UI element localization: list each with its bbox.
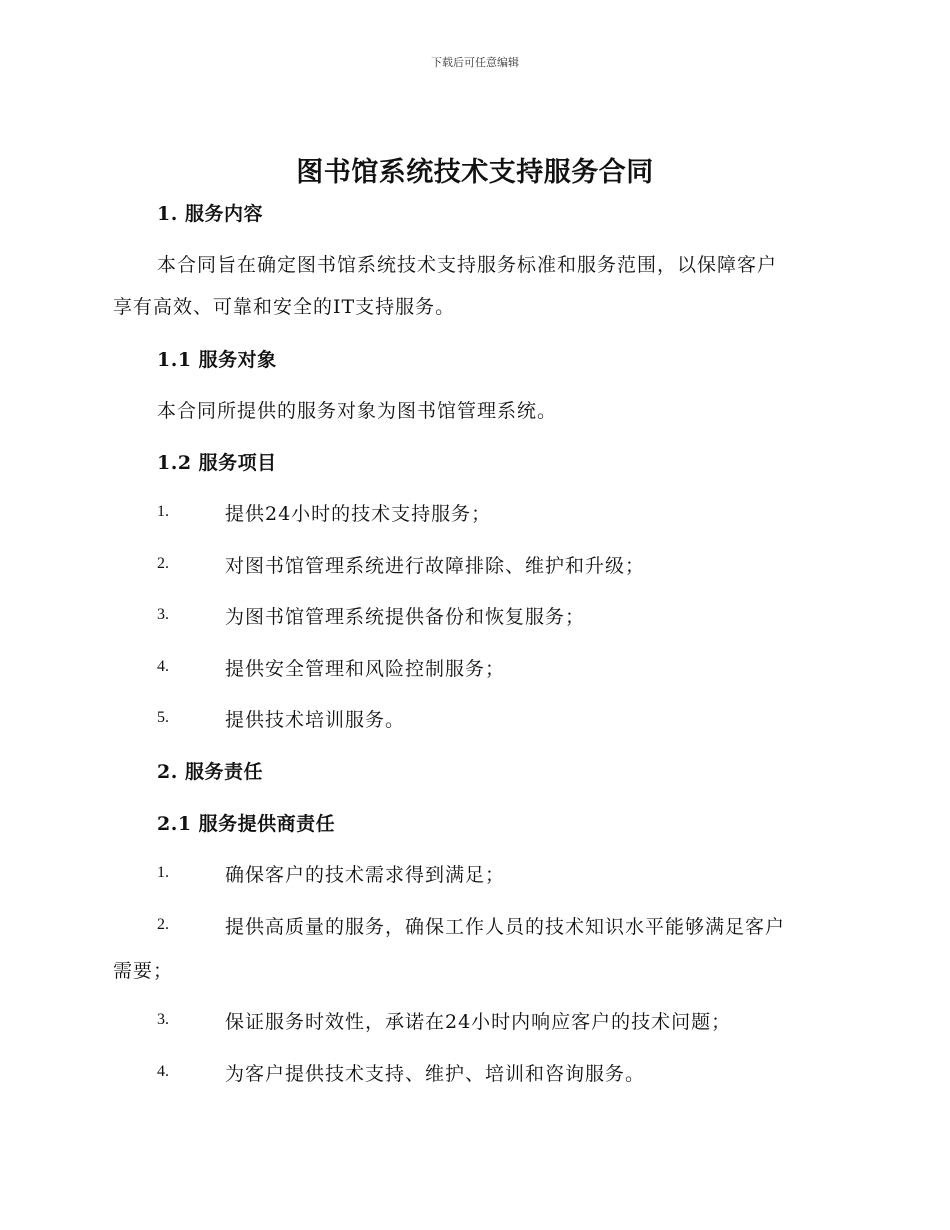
- list-item-number: 4.: [157, 1063, 169, 1080]
- list-item-number: 1.: [157, 864, 169, 881]
- list-item-text: 提供技术培训服务。: [225, 709, 406, 731]
- list-item-number: 2.: [157, 916, 169, 933]
- section-1-1-heading: 1.1 服务对象: [157, 349, 277, 371]
- section-2-heading: 2. 服务责任: [157, 761, 263, 783]
- list-item-text: 对图书馆管理系统进行故障排除、维护和升级；: [225, 555, 646, 577]
- list-item-number: 3.: [157, 606, 169, 623]
- list-item-text: 为客户提供技术支持、维护、培训和咨询服务。: [225, 1063, 646, 1085]
- header-note: 下载后可任意编辑: [431, 56, 519, 69]
- section-1-1-paragraph: 本合同所提供的服务对象为图书馆管理系统。: [157, 400, 558, 422]
- section-2-1-heading: 2.1 服务提供商责任: [157, 813, 336, 835]
- list-item-text: 提供高质量的服务，确保工作人员的技术知识水平能够满足客户: [225, 916, 786, 938]
- list-item-number: 4.: [157, 658, 169, 675]
- section-1-paragraph-line-1: 本合同旨在确定图书馆系统技术支持服务标准和服务范围，以保障客户: [157, 254, 778, 276]
- section-1-paragraph-line-2: 享有高效、可靠和安全的IT支持服务。: [113, 296, 456, 318]
- list-item-number: 2.: [157, 555, 169, 572]
- list-item-text: 提供24小时的技术支持服务；: [225, 503, 492, 525]
- list-item-text: 为图书馆管理系统提供备份和恢复服务；: [225, 606, 586, 628]
- section-1-heading: 1. 服务内容: [157, 203, 263, 225]
- list-item-continuation: 需要；: [113, 960, 174, 982]
- list-item-number: 1.: [157, 503, 169, 520]
- list-item-text: 确保客户的技术需求得到满足；: [225, 864, 506, 886]
- list-item-text: 保证服务时效性，承诺在24小时内响应客户的技术问题；: [225, 1011, 732, 1033]
- document-title: 图书馆系统技术支持服务合同: [296, 157, 654, 188]
- list-item-number: 5.: [157, 709, 169, 726]
- list-item-number: 3.: [157, 1011, 169, 1028]
- list-item-text: 提供安全管理和风险控制服务；: [225, 658, 506, 680]
- section-1-2-heading: 1.2 服务项目: [157, 452, 277, 474]
